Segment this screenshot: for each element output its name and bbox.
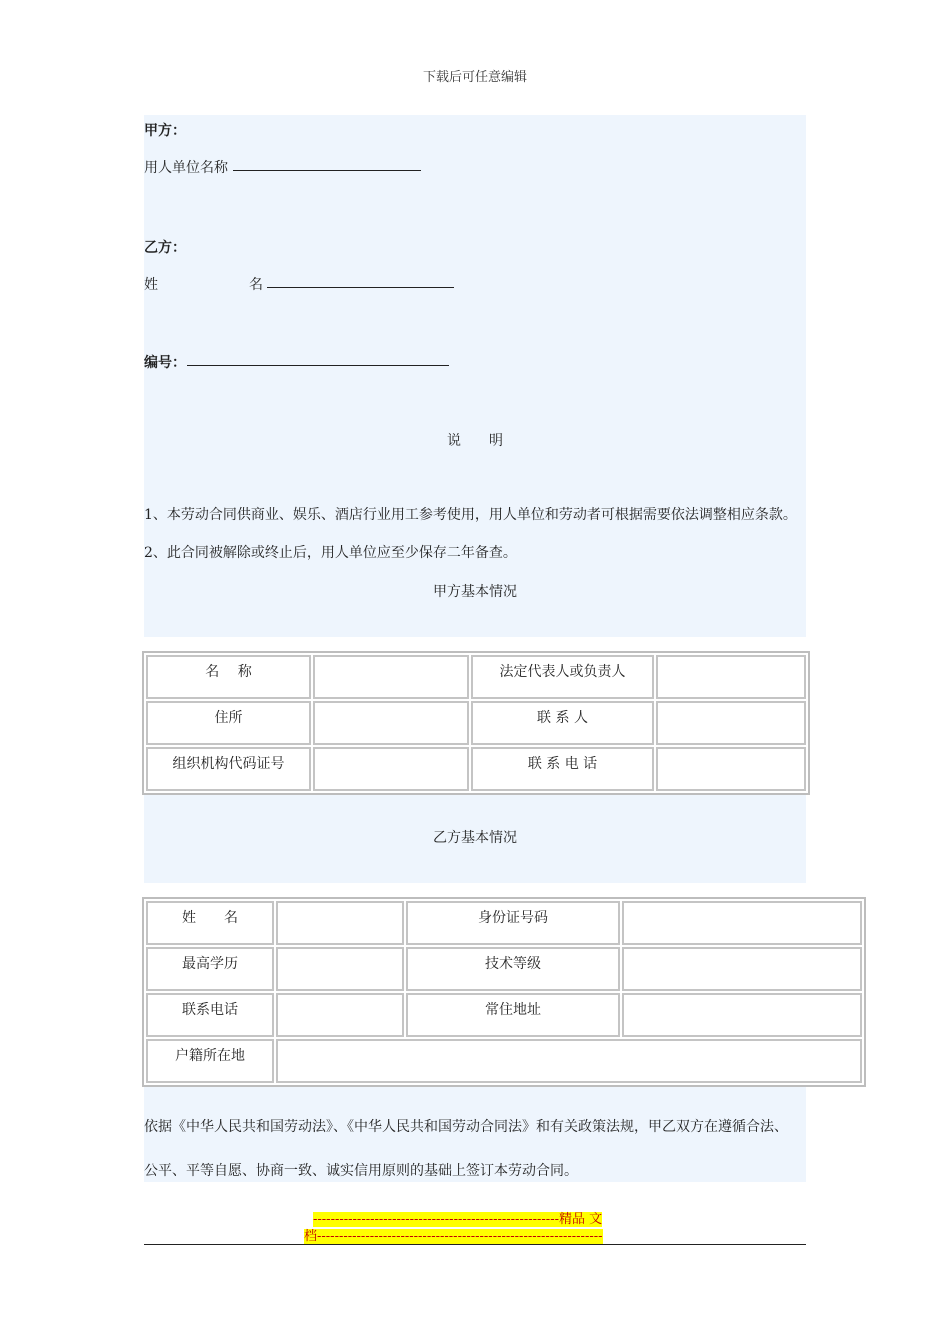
table-cell-label: 户籍所在地	[146, 1039, 274, 1083]
serial-field[interactable]	[187, 365, 449, 366]
table-cell-input[interactable]	[622, 947, 862, 991]
table-cell-input[interactable]	[313, 655, 469, 699]
table-cell-input[interactable]	[656, 701, 806, 745]
table-row	[146, 1039, 862, 1083]
table-cell-input[interactable]	[313, 747, 469, 791]
table-cell-input[interactable]	[276, 1039, 862, 1083]
table-cell-label: 联 系 人	[471, 701, 654, 745]
party-b-label: 乙方：	[144, 240, 186, 256]
table-row	[146, 947, 862, 991]
serial-label: 编号：	[144, 355, 186, 371]
table-cell-input[interactable]	[656, 655, 806, 699]
table-row	[146, 701, 806, 745]
basis-line-1: 依据《中华人民共和国劳动法》、《中华人民共和国劳动合同法》和有关政策法规，甲乙双方在遵循合法、	[144, 1119, 788, 1135]
table-cell-input[interactable]	[313, 701, 469, 745]
table-cell-label: 联系电话	[146, 993, 274, 1037]
footer-rule	[144, 1244, 806, 1245]
table-row	[146, 747, 806, 791]
table-cell-label: 技术等级	[406, 947, 620, 991]
table-cell-label: 姓 名	[146, 901, 274, 945]
note-item-2: 2、此合同被解除或终止后，用人单位应至少保存二年备查。	[144, 545, 517, 561]
basis-line-2: 公平、平等自愿、协商一致、诚实信用原则的基础上签订本劳动合同。	[144, 1163, 578, 1179]
table-cell-label: 最高学历	[146, 947, 274, 991]
table-cell-label: 身份证号码	[406, 901, 620, 945]
table-cell-input[interactable]	[276, 947, 404, 991]
party-a-info-table	[142, 651, 810, 795]
table-cell-input[interactable]	[276, 901, 404, 945]
footer-banner-line-2: 档-----------------------------------------------------------------	[304, 1229, 603, 1244]
table-cell-label: 常住地址	[406, 993, 620, 1037]
party-a-info-title: 甲方基本情况	[433, 584, 517, 600]
table-row	[146, 993, 862, 1037]
org-name-label: 用人单位名称	[144, 160, 228, 176]
table-cell-label: 联 系 电 话	[471, 747, 654, 791]
name-field[interactable]	[267, 287, 454, 288]
table-cell-label: 组织机构代码证号	[146, 747, 311, 791]
table-cell-label: 名 称	[146, 655, 311, 699]
table-cell-input[interactable]	[276, 993, 404, 1037]
note-item-1: 1、本劳动合同供商业、娱乐、酒店行业用工参考使用，用人单位和劳动者可根据需要依法调整相应条款。	[144, 507, 797, 523]
name-label-part1: 姓	[144, 277, 158, 293]
party-a-label: 甲方：	[144, 123, 186, 139]
table-cell-label: 住所	[146, 701, 311, 745]
org-name-field[interactable]	[233, 170, 421, 171]
table-cell-input[interactable]	[622, 901, 862, 945]
party-b-info-table	[142, 897, 866, 1087]
table-cell-input[interactable]	[622, 993, 862, 1037]
table-cell-label: 法定代表人或负责人	[471, 655, 654, 699]
notes-title: 说 明	[447, 433, 503, 449]
footer-banner-line-1: --------------------------------------------------------精品 文	[313, 1212, 603, 1227]
table-row	[146, 901, 862, 945]
header-note: 下载后可任意编辑	[422, 70, 527, 85]
table-row	[146, 655, 806, 699]
footer-banner	[304, 1211, 648, 1245]
name-label-part2: 名	[249, 277, 263, 293]
table-cell-input[interactable]	[656, 747, 806, 791]
party-b-info-title: 乙方基本情况	[433, 830, 517, 846]
